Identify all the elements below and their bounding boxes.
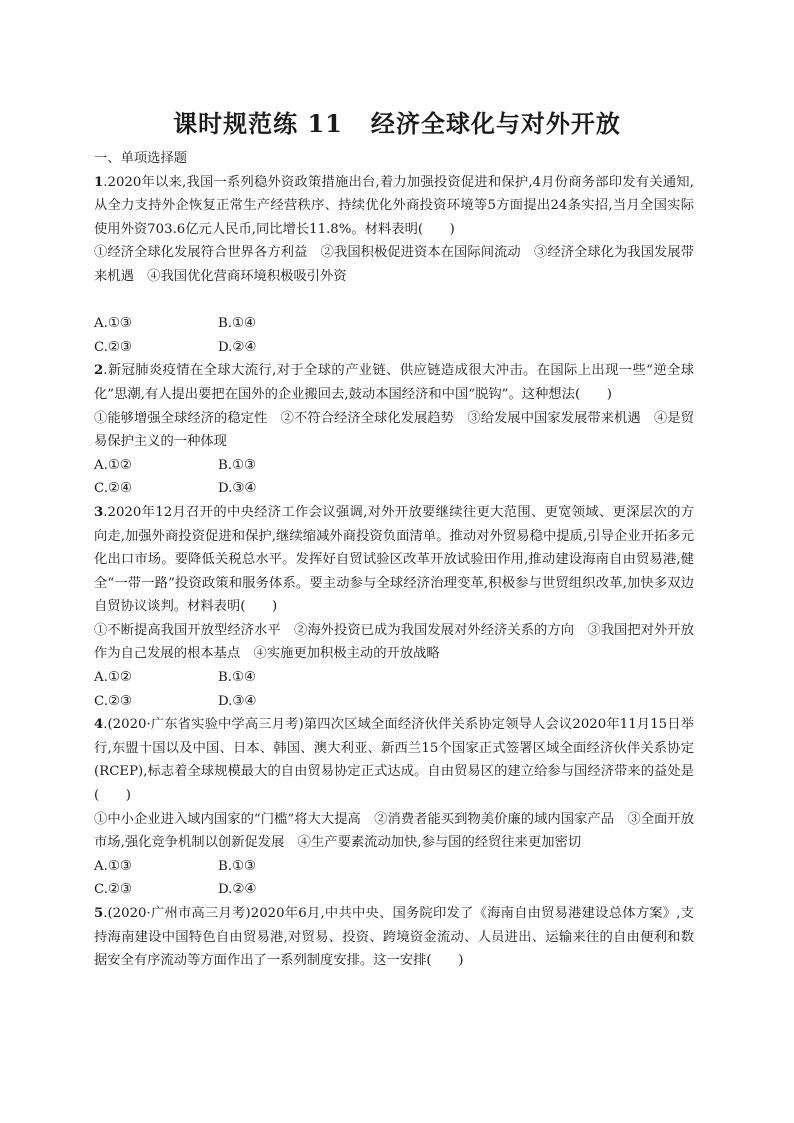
question-items: ①经济全球化发展符合世界各方利益 ②我国积极促进资本在国际间流动 ③经济全球化为我国发展带来机遇 ④我国优化营商环境积极吸引外资	[94, 245, 694, 284]
option-row	[94, 336, 694, 360]
option-d[interactable]: D.②④	[218, 339, 257, 355]
question-text: .(2020·广东省实验中学高三月考)第四次区域全面经济伙伴关系协定领导人会议2020年11月15日举行,东盟十国以及中国、日本、韩国、澳大利亚、新西兰15个国家正式签署区域全面经济伙伴关系协定(RCEP),标志着全球规模最大的自由贸易协定正式达成。自由贸易区的建立给参与国经济带来的益处是( )	[94, 717, 694, 804]
question-stem	[94, 359, 694, 406]
question-number: 1	[94, 174, 104, 190]
title-main: 课时规范练 11	[173, 109, 343, 138]
option-row	[94, 666, 694, 690]
page-title	[0, 104, 794, 139]
question-text: .2020年12月召开的中央经济工作会议强调,对外开放要继续往更大范围、更宽领域、更深层次的方向走,加强外商投资促进和保护,继续缩减外商投资负面清单。推动对外贸易稳中提质,引导企业开拓多元化出口市场。要降低关税总水平。发挥好自贸试验区改革开放试验田作用,推动建设海南自由贸易港,健全“一带一路”投资政策和服务体系。要主动参与全球经济治理变革,积极参与世贸组织改革,加快多双边自贸协议谈判。材料表明( )	[94, 504, 694, 615]
option-d[interactable]: D.③④	[218, 693, 257, 709]
question-number: 3	[94, 504, 104, 520]
content	[94, 147, 694, 973]
question-items: ①能够增强全球经济的稳定性 ②不符合经济全球化发展趋势 ③给发展中国家发展带来机遇 ④是贸易保护主义的一种体现	[94, 410, 694, 450]
question-stem	[94, 713, 694, 807]
option-row	[94, 477, 694, 501]
title-sub: 经济全球化与对外开放	[370, 109, 621, 138]
question-items: ①不断提高我国开放型经济水平 ②海外投资已成为我国发展对外经济关系的方向 ③我国把对外开放作为自己发展的根本基点 ④实施更加积极主动的开放战略	[94, 622, 694, 662]
option-row	[94, 878, 694, 902]
option-c[interactable]: C.②④	[94, 481, 132, 497]
option-a[interactable]: A.①③	[94, 858, 132, 874]
question-4	[94, 713, 694, 902]
question-3	[94, 501, 694, 713]
option-a[interactable]: A.①②	[94, 670, 132, 686]
option-b[interactable]: B.①③	[218, 858, 256, 874]
option-c[interactable]: C.②③	[94, 882, 132, 898]
option-d[interactable]: D.③④	[218, 481, 257, 497]
option-a[interactable]: A.①②	[94, 457, 132, 473]
question-1	[94, 171, 694, 360]
question-number: 5	[94, 906, 104, 921]
option-c[interactable]: C.②③	[94, 693, 132, 709]
question-number: 2	[94, 363, 104, 379]
option-row	[94, 690, 694, 714]
option-c[interactable]: C.②③	[94, 339, 132, 355]
option-b[interactable]: B.①④	[218, 670, 256, 686]
question-stem	[94, 501, 694, 619]
question-5	[94, 902, 694, 973]
question-text: .新冠肺炎疫情在全球大流行,对于全球的产业链、供应链造成很大冲击。在国际上出现一些“逆全球化”思潮,有人提出要把在国外的企业搬回去,鼓动本国经济和中国“脱钩”。这种想法( )	[94, 363, 694, 402]
question-text: .2020年以来,我国一系列稳外资政策措施出台,着力加强投资促进和保护,4月份商务部印发有关通知,从全力支持外企恢复正常生产经营秩序、持续优化外商投资环境等5方面提出24条实招,当月全国实际使用外资703.6亿元人民币,同比增长11.8%。材料表明( )	[94, 174, 694, 237]
question-stem	[94, 902, 694, 973]
option-row	[94, 312, 694, 336]
option-b[interactable]: B.①④	[218, 316, 256, 332]
question-number: 4	[94, 717, 104, 733]
option-d[interactable]: D.②④	[218, 882, 257, 898]
option-row	[94, 855, 694, 879]
option-a[interactable]: A.①③	[94, 316, 132, 332]
option-row	[94, 454, 694, 478]
section-heading: 一、单项选择题	[94, 151, 188, 166]
question-stem	[94, 171, 694, 242]
question-2	[94, 359, 694, 501]
question-items: ①中小企业进入域内国家的“门槛”将大大提高 ②消费者能买到物美价廉的域内国家产品 ③全面开放市场,强化竞争机制以创新促发展 ④生产要素流动加快,参与国的经贸往来更加密切	[94, 811, 694, 851]
question-text: .(2020·广州市高三月考)2020年6月,中共中央、国务院印发了《海南自由贸易港建设总体方案》,支持海南建设中国特色自由贸易港,对贸易、投资、跨境资金流动、人员进出、运输来往的自由便利和数据安全有序流动等方面作出了一系列制度安排。这一安排( )	[94, 906, 694, 969]
option-b[interactable]: B.①③	[218, 457, 256, 473]
